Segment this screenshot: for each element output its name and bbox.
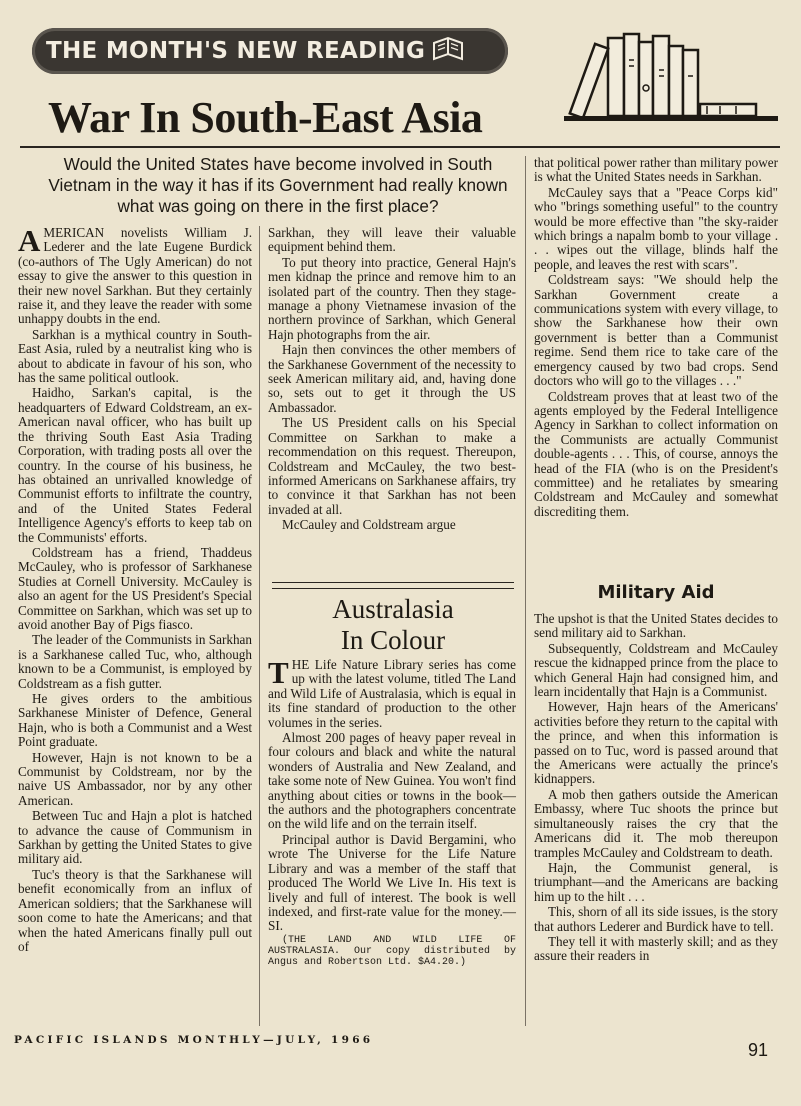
paragraph: He gives orders to the ambitious Sarkhanese Minister of Defence, General Hajn, who is both a Communist and a West Point graduate. xyxy=(18,691,252,750)
section-banner xyxy=(32,28,508,74)
paragraph: This, shorn of all its side issues, is the story that authors Lederer and Burdick have to tell. xyxy=(534,904,778,934)
paragraph: Coldstream says: "We should help the Sarkhan Government create a communications system with every village, to show the Sarkhanese how their own government is better than a Communist regime. Send them rice to take care of the emergency caused by two bad crops. Send doctors who will go to the villages . . ." xyxy=(534,272,778,389)
paragraph: They tell it with masterly skill; and as they assure their readers in xyxy=(534,933,778,964)
paragraph: Almost 200 pages of heavy paper reveal in four colours and black and white the natural wonders of Australia and New Zealand, and take some note of New Guinea. You won't find anything about cities or towns in the book—the authors and the photographers concentrate on the wild life and on the terrain itself. xyxy=(268,730,516,832)
paragraph: A mob then gathers outside the American Embassy, where Tuc shoots the prince but simultaneously raises the cry that the Americans did it. The mob thereupon tramples McCauley and Coldstream to death. xyxy=(534,786,778,860)
article-column-3-continued xyxy=(534,612,778,965)
paragraph: Principal author is David Bergamini, who wrote The Universe for the Life Nature Library and was a member of the staff that produced The World We Live In. His text is lively and full of interest. The book is well indexed, and first-rate value for the money.—SI. xyxy=(268,831,516,934)
headline-rule xyxy=(20,146,780,148)
headline: War In South-East Asia xyxy=(48,93,483,142)
footer-masthead: PACIFIC ISLANDS MONTHLY—JULY, 1966 xyxy=(14,1034,374,1046)
paragraph: Sarkhan is a mythical country in South-East Asia, ruled by a neutralist king who is about to abdicate in favour of his son, who has the same political outlook. xyxy=(18,326,252,386)
paragraph: The upshot is that the United States decides to send military aid to Sarkhan. xyxy=(534,611,778,641)
column-rule xyxy=(525,156,526,1026)
paragraph: The leader of the Communists in Sarkhan is a Sarkhanese called Tuc, who, although known to be a Communist, is employed by Coldstream as a fish gutter. xyxy=(18,632,252,691)
book-icon xyxy=(431,35,465,68)
paragraph: Coldstream has a friend, Thaddeus McCauley, who is professor of Sarkhanese Studies at Cornell University. McCauley is also an agent for the US President's Special Committee on Sarkhan, which was set up to avoid another Bay of Pigs fiasco. xyxy=(18,544,252,632)
paragraph: Between Tuc and Hajn a plot is hatched to advance the cause of Communism in Sarkhan by getting the United States to give military aid. xyxy=(18,808,252,867)
paragraph: Hajn, the Communist general, is triumphant—and the Americans are backing him up to the hilt . . . xyxy=(534,859,778,904)
paragraph: Haidho, Sarkan's capital, is the headquarters of Edward Coldstream, an ex-American naval officer, who has built up the thriving South East Asia Trading Corporation, with trading posts all over the country. In the course of his business, he has obtained an unrivalled knowledge of Communist efforts to infiltrate the country, and of the United States Federal Intelligence Agency's efforts to keep tab on the Communists' efforts. xyxy=(18,385,252,545)
banner-title: THE MONTH'S NEW READING xyxy=(46,38,426,64)
paragraph: Subsequently, Coldstream and McCauley rescue the kidnapped prince from the place to which General Hajn had consigned him, and learn incidentally that Hajn is a Communist. xyxy=(534,640,778,700)
drop-cap: A xyxy=(18,223,41,258)
page-number: 91 xyxy=(748,1040,769,1060)
paragraph: McCauley says that a "Peace Corps kid" who "brings something useful" to the country would be more effective than "the sky-raider which brings a napalm bomb to your village . . . wipes out the village, blinds half the people, and leaves the rest with scars". xyxy=(534,184,778,272)
paragraph: Coldstream proves that at least two of the agents employed by the Federal Intelligence Agency in Sarkhan to collect information on the Communists are actually Communist double-agents . . . This, of course, annoys the head of the FIA (who is on the President's committee) and he retaliates by smearing Coldstream and McCauley and somewhat discrediting them. xyxy=(534,388,778,519)
review-credit: (THE LAND AND WILD LIFE OF AUSTRALASIA. Our copy distributed by Angus and Robertson Ltd. $A4.20.) xyxy=(268,934,516,968)
review-heading-line: In Colour xyxy=(340,625,446,655)
article-column-1 xyxy=(18,223,252,955)
review-heading xyxy=(268,594,518,656)
paragraph: McCauley and Coldstream argue xyxy=(282,517,456,533)
paragraph: The US President calls on his Special Committee on Sarkhan to make a recommendation on this request. Thereupon, Coldstream and McCauley, the two best-informed Americans on Sarkhanese affairs, try to convince it that Sarkhan has not been invaded at all. xyxy=(268,415,516,517)
paragraph: HE Life Nature Library series has come up with the latest volume, titled The Land and Wild Life of Australasia, which is equal in its fine standard of production to the other volumes in the series. xyxy=(268,657,516,730)
paragraph: Sarkhan, they will leave their valuable equipment behind them. xyxy=(268,225,516,255)
review-body xyxy=(268,655,516,969)
military-aid-heading: Military Aid xyxy=(597,582,715,603)
paragraph: To put theory into practice, General Hajn's men kidnap the prince and remove him to an isolated part of the country. Then they stage-manage a phony Vietnamese invasion of the northern province of Sarkhan, which General Hajn photographs from the air. xyxy=(268,254,516,342)
column-rule xyxy=(259,226,260,1026)
paragraph: However, Hajn is not known to be a Communist by Coldstream, nor by the naive US Ambassador, nor by any other American. xyxy=(18,749,252,808)
drop-cap: T xyxy=(268,655,289,690)
bookshelf-icon xyxy=(560,30,782,127)
box-rule-top xyxy=(272,582,514,589)
paragraph: Tuc's theory is that the Sarkhanese will benefit economically from an influx of American soldiers; that the Sarkhanese will soon come to hate the Americans; and that when the hated Americans finally pull out of xyxy=(18,866,252,954)
article-column-3 xyxy=(534,156,778,520)
review-heading-line: Australasia xyxy=(332,594,454,624)
standfirst: Would the United States have become involved in South Vietnam in the way it has if its Government had really known what was going on there in the first place? xyxy=(48,154,508,216)
article-column-2 xyxy=(268,226,516,534)
paragraph: However, Hajn hears of the Americans' activities before they return to the capital with the prince, and when this information is passed on to Tuc, word is passed around that the Americans were actually the prince's kidnappers. xyxy=(534,699,778,787)
paragraph: that political power rather than military power is what the United States needs in Sarkhan. xyxy=(534,155,778,185)
paragraph: MERICAN novelists William J. Lederer and the late Eugene Burdick (co-authors of The Ugly American) do not essay to give the answer to this question in their new novel Sarkhan. But they certainly raise it, and they leave the reader with some unhappy doubts in the end. xyxy=(18,225,252,327)
paragraph: Hajn then convinces the other members of the Sarkhanese Government of the necessity to seek American military aid, and, having done so, sets out to get it through the US Ambassador. xyxy=(268,342,516,415)
